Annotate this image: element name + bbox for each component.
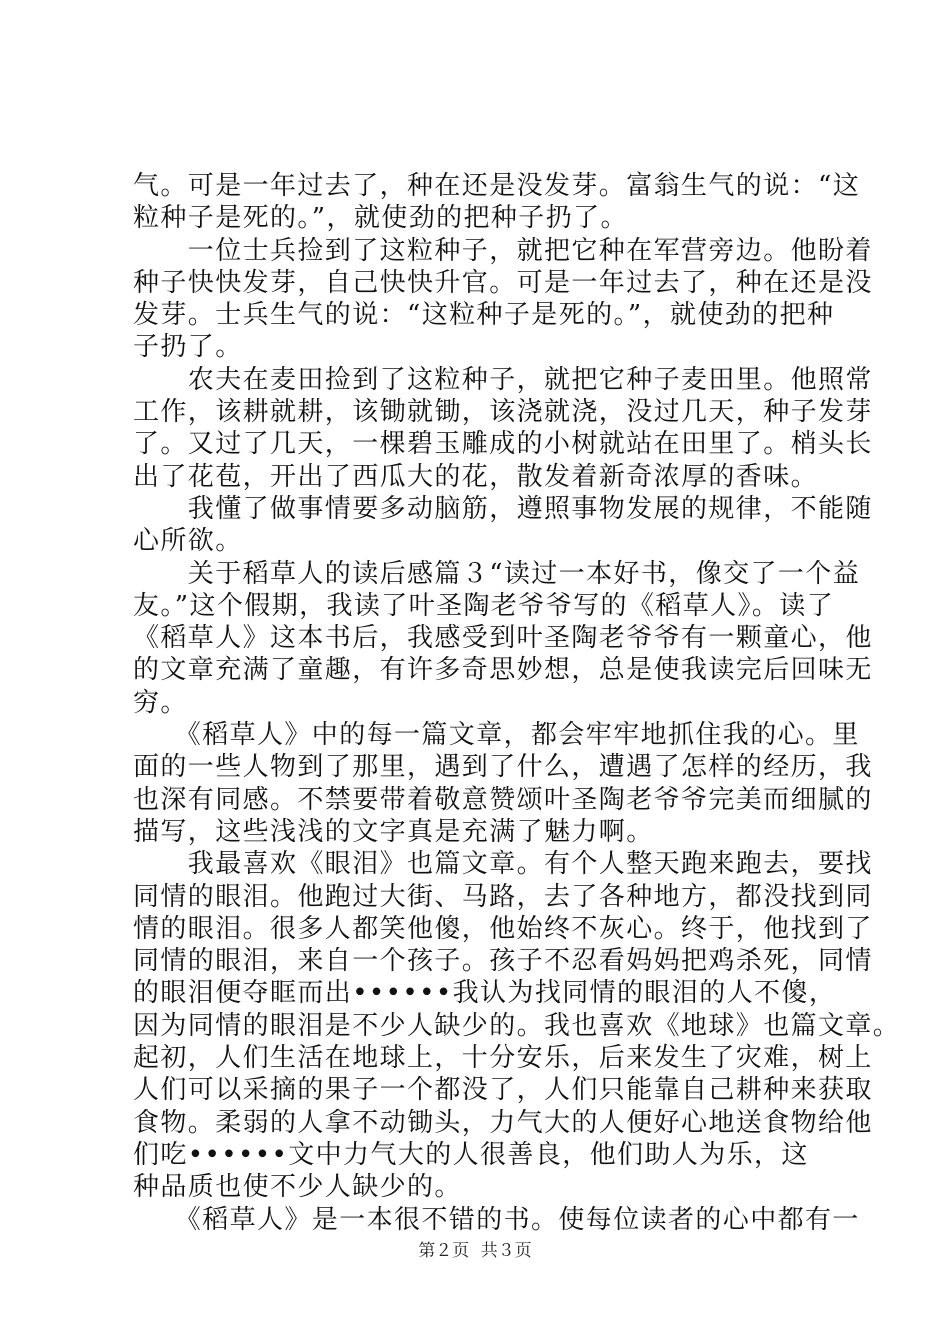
- text-line: 穷。: [133, 687, 188, 718]
- text-line: 工作，该耕就耕，该锄就锄，该浇就浇，没过几天，种子发芽: [133, 397, 873, 428]
- text-line: 了。又过了几天，一棵碧玉雕成的小树就站在田里了。梢头长: [133, 429, 873, 460]
- document-body: [133, 170, 901, 1236]
- text-line: 《稻草人》这本书后，我感受到叶圣陶老爷爷有一颗童心，他: [133, 623, 873, 654]
- page-number: 第２页: [418, 1241, 470, 1261]
- text-line: 友。”这个假期，我读了叶圣陶老爷爷写的《稻草人》。读了: [133, 590, 835, 621]
- text-line: 食物。柔弱的人拿不动锄头，力气大的人便好心地送食物给他: [133, 1107, 873, 1138]
- text-line: 一位士兵捡到了这粒种子，就把它种在军营旁边。他盼着: [133, 235, 873, 266]
- page-footer: [0, 1241, 950, 1261]
- text-line: 情的眼泪。很多人都笑他傻，他始终不灰心。终于，他找到了: [133, 913, 873, 944]
- text-line: 的文章充满了童趣，有许多奇思妙想，总是使我读完后回味无: [133, 655, 873, 686]
- text-line: 粒种子是死的。”，就使劲的把种子扔了。: [133, 203, 628, 234]
- text-line: 同情的眼泪。他跑过大街、马路，去了各种地方，都没找到同: [133, 881, 873, 912]
- text-line: 农夫在麦田捡到了这粒种子，就把它种子麦田里。他照常: [133, 364, 873, 395]
- text-line: 《稻草人》是一本很不错的书。使每位读者的心中都有一: [133, 1204, 860, 1235]
- page-total: 共３页: [480, 1241, 532, 1261]
- text-line: 种品质也使不少人缺少的。: [133, 1172, 462, 1203]
- text-line: 发芽。士兵生气的说：“这粒种子是死的。”，就使劲的把种: [133, 300, 835, 331]
- text-line: 因为同情的眼泪是不少人缺少的。我也喜欢《地球》也篇文章。: [133, 1010, 901, 1041]
- text-line: 人们可以采摘的果子一个都没了，人们只能靠自己耕种来获取: [133, 1075, 873, 1106]
- text-line: 面的一些人物到了那里，遇到了什么，遭遇了怎样的经历，我: [133, 752, 873, 783]
- text-line: 也深有同感。不禁要带着敬意赞颂叶圣陶老爷爷完美而细腻的: [133, 784, 873, 815]
- text-line: 起初，人们生活在地球上，十分安乐，后来发生了灾难，树上: [133, 1043, 873, 1074]
- text-line: 出了花苞，开出了西瓜大的花，散发着新奇浓厚的香味。: [133, 461, 819, 492]
- text-line: 气。可是一年过去了，种在还是没发芽。富翁生气的说：“这: [133, 171, 861, 201]
- text-line: 我懂了做事情要多动脑筋，遵照事物发展的规律，不能随: [133, 493, 873, 524]
- text-line: 们吃••••••文中力气大的人很善良，他们助人为乐，这: [133, 1139, 809, 1170]
- text-line: 描写，这些浅浅的文字真是充满了魅力啊。: [133, 816, 654, 847]
- text-line: 种子快快发芽，自己快快升官。可是一年过去了，种在还是没: [133, 267, 873, 298]
- text-line: 心所欲。: [133, 526, 243, 557]
- text-line: 我最喜欢《眼泪》也篇文章。有个人整天跑来跑去，要找: [133, 849, 873, 880]
- text-line: 子扔了。: [133, 332, 243, 363]
- text-line: 关于稻草人的读后感篇３“读过一本好书，像交了一个益: [133, 558, 861, 589]
- text-line: 的眼泪便夺眶而出••••••我认为找同情的眼泪的人不傻，: [133, 978, 837, 1009]
- text-line: 《稻草人》中的每一篇文章，都会牢牢地抓住我的心。里: [133, 720, 860, 751]
- text-line: 同情的眼泪，来自一个孩子。孩子不忍看妈妈把鸡杀死，同情: [133, 946, 873, 977]
